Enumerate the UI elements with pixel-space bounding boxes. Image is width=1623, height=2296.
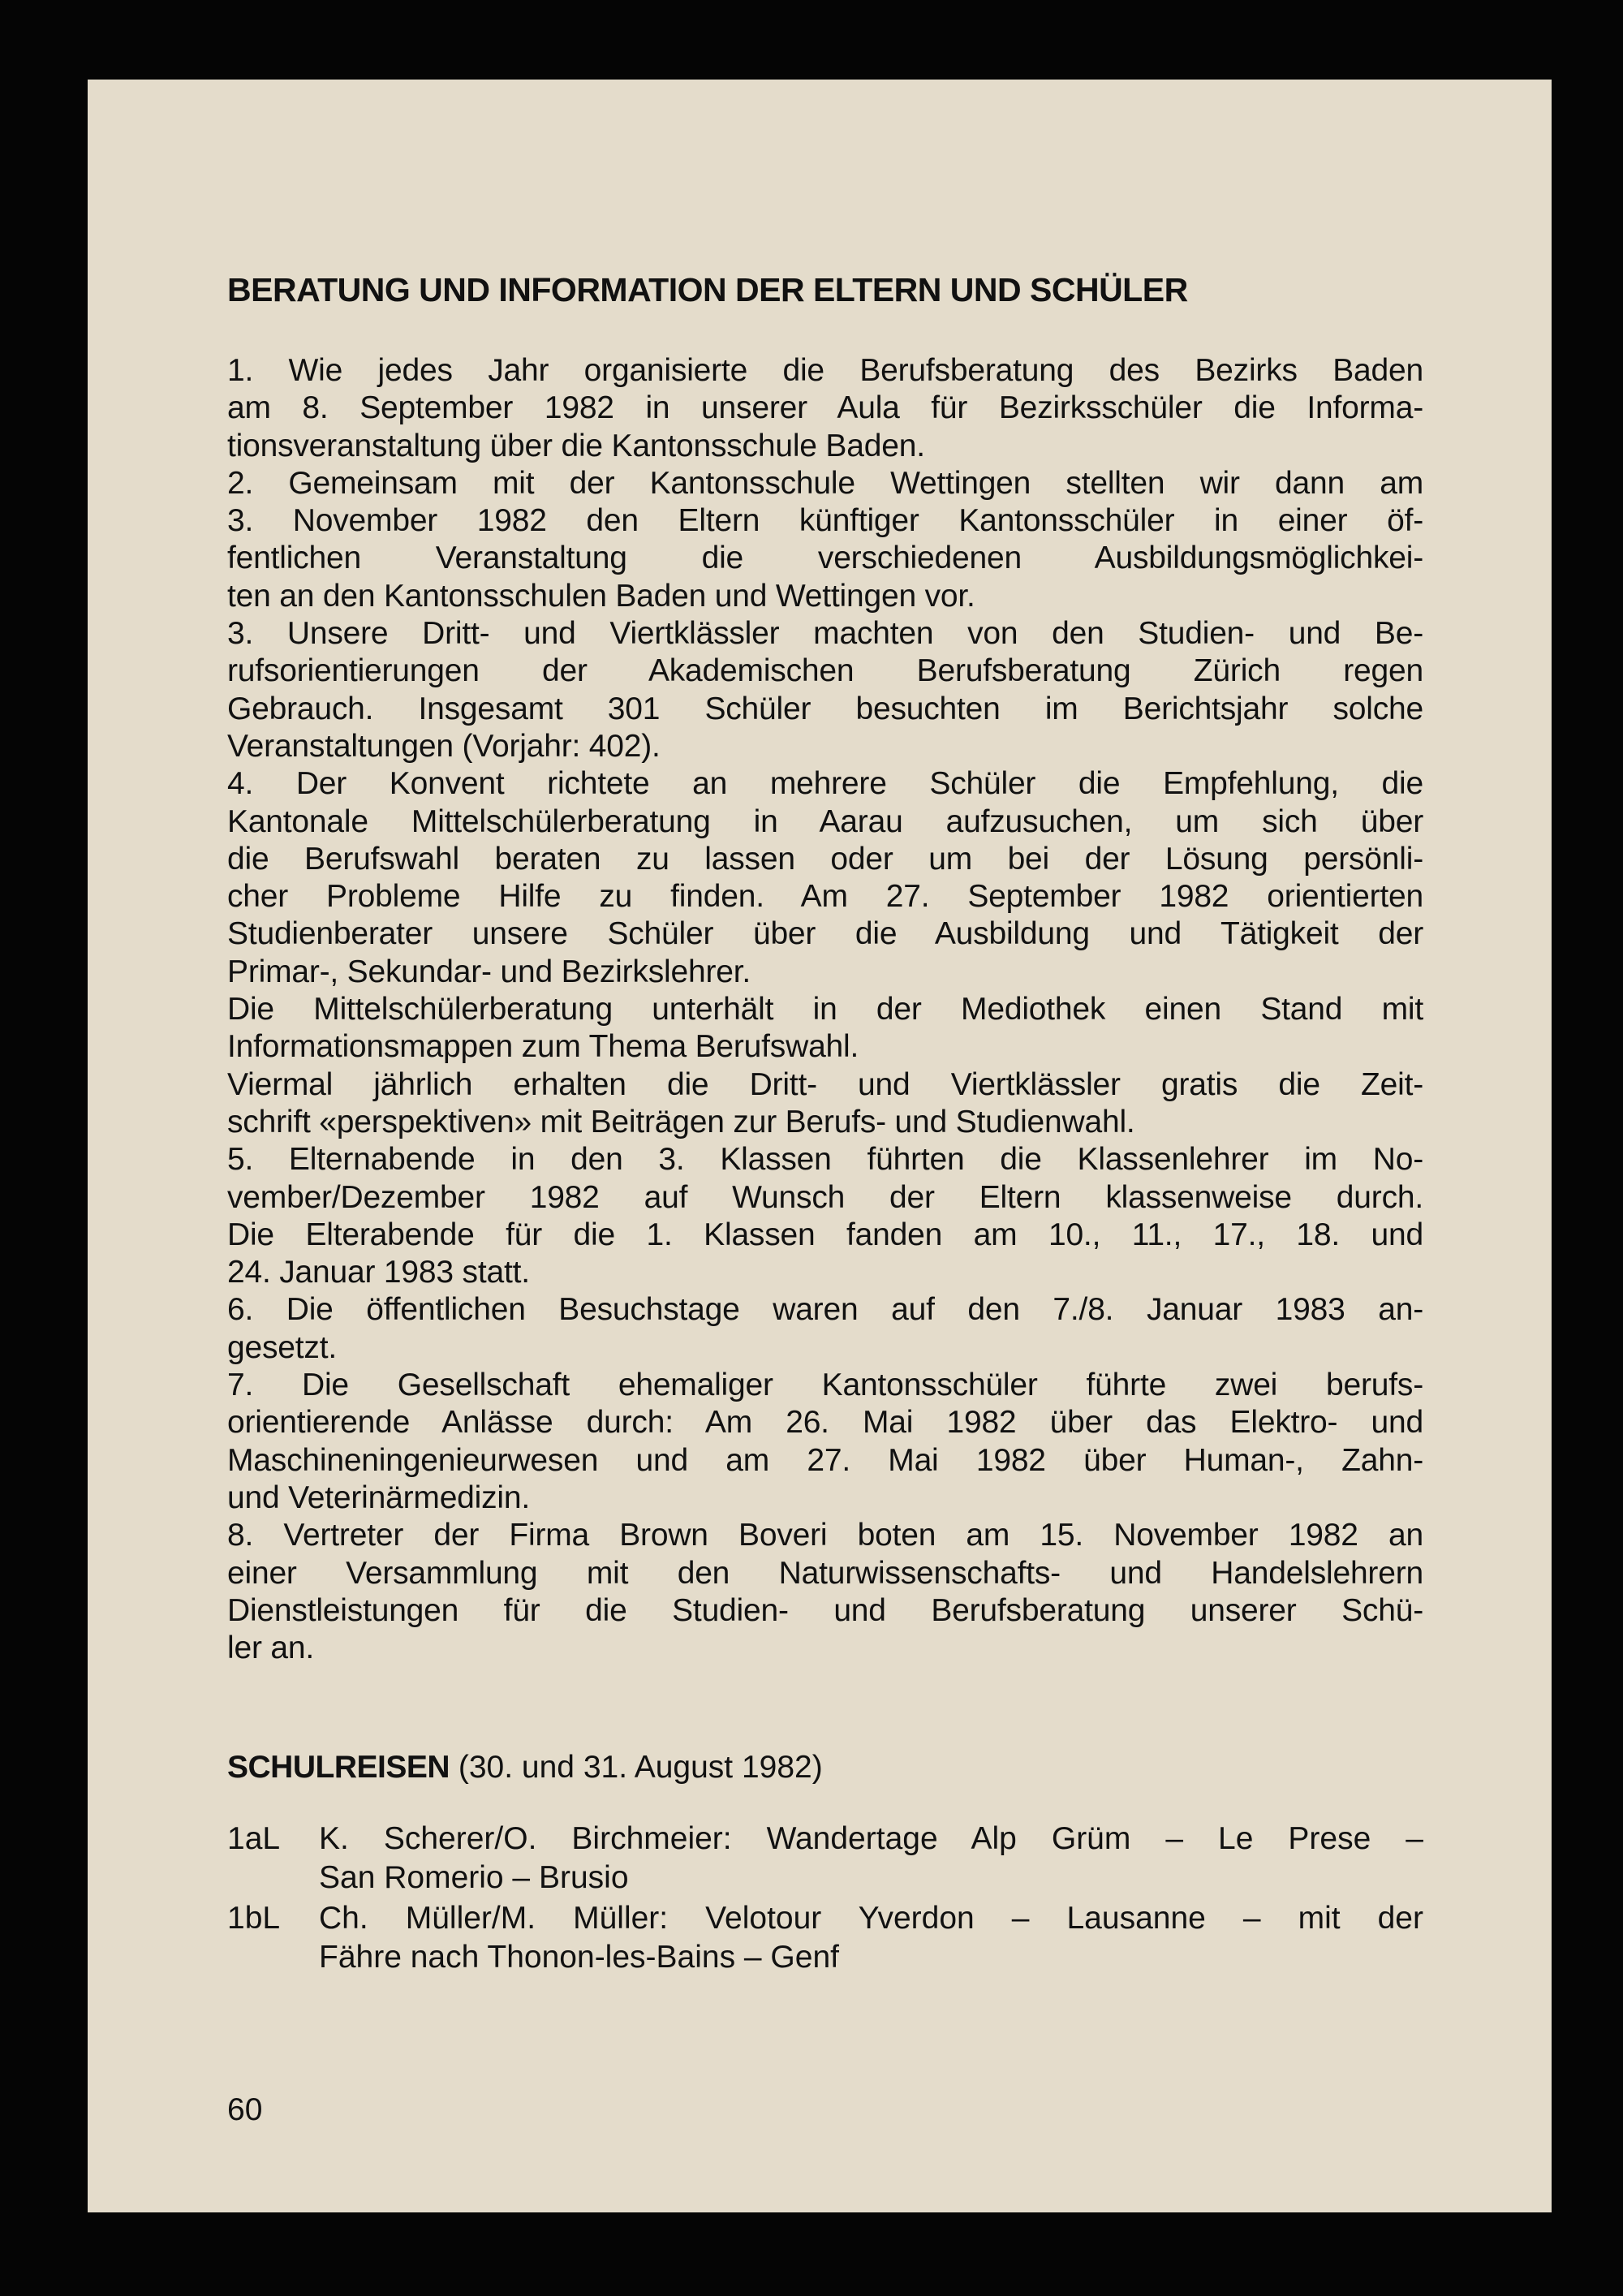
trip-description bbox=[319, 1899, 1423, 1977]
text-line: ten an den Kantonsschulen Baden und Wettingen vor. bbox=[227, 578, 975, 614]
class-label: 1bL bbox=[227, 1901, 281, 1936]
list-item bbox=[227, 1820, 1423, 1898]
text-line: Maschineningenieurwesen und am 27. Mai 1982 über Human-, Zahn- bbox=[227, 1442, 1423, 1478]
text-line: tionsveranstaltung über die Kantonsschule Baden. bbox=[227, 428, 925, 463]
text-line: San Romerio – Brusio bbox=[319, 1860, 629, 1896]
text-line: und Veterinärmedizin. bbox=[227, 1480, 531, 1515]
text-line: ler an. bbox=[227, 1630, 314, 1666]
text-line: Veranstaltungen (Vorjahr: 402). bbox=[227, 728, 661, 764]
school-trips-heading bbox=[227, 1748, 1423, 1787]
text-line: 6. Die öffentlichen Besuchstage waren auf den 7./8. Januar 1983 an- bbox=[227, 1292, 1423, 1328]
trip-description bbox=[319, 1820, 1423, 1898]
text-line: K. Scherer/O. Birchmeier: Wandertage Alp Grüm – Le Prese – bbox=[319, 1821, 1423, 1857]
text-line: vember/Dezember 1982 auf Wunsch der Eltern klassenweise durch. bbox=[227, 1179, 1423, 1215]
text-line: 24. Januar 1983 statt. bbox=[227, 1255, 530, 1290]
text-line: 2. Gemeinsam mit der Kantonsschule Wettingen stellten wir dann am bbox=[227, 465, 1423, 501]
text-line: rufsorientierungen der Akademischen Berufsberatung Zürich regen bbox=[227, 653, 1423, 689]
text-line: Die Elterabende für die 1. Klassen fanden am 10., 11., 17., 18. und bbox=[227, 1217, 1423, 1252]
page-content bbox=[227, 270, 1423, 1979]
text-line: am 8. September 1982 in unserer Aula für Bezirksschüler die Informa- bbox=[227, 390, 1423, 426]
list-item bbox=[227, 1899, 1423, 1977]
text-line: schrift «perspektiven» mit Beiträgen zur Berufs- und Studienwahl. bbox=[227, 1104, 1135, 1139]
text-line: Studienberater unsere Schüler über die Ausbildung und Tätigkeit der bbox=[227, 916, 1423, 952]
text-line: gesetzt. bbox=[227, 1329, 337, 1365]
text-line: Dienstleistungen für die Studien- und Berufsberatung unserer Schü- bbox=[227, 1592, 1423, 1628]
text-line: Die Mittelschülerberatung unterhält in der Mediothek einen Stand mit bbox=[227, 992, 1423, 1027]
body-text bbox=[227, 352, 1423, 1667]
document-page bbox=[88, 80, 1552, 2212]
trip-list bbox=[227, 1820, 1423, 1977]
text-line: die Berufswahl beraten zu lassen oder um bei der Lösung persönli- bbox=[227, 841, 1423, 877]
text-line: Ch. Müller/M. Müller: Velotour Yverdon – Lausanne – mit der bbox=[319, 1901, 1423, 1936]
page-number: 60 bbox=[227, 2092, 263, 2127]
text-line: 3. Unsere Dritt- und Viertklässler machten von den Studien- und Be- bbox=[227, 616, 1423, 652]
school-trips-section bbox=[227, 1748, 1423, 1977]
text-line: Fähre nach Thonon-les-Bains – Genf bbox=[319, 1940, 839, 1975]
text-line: 8. Vertreter der Firma Brown Boveri boten am 15. November 1982 an bbox=[227, 1518, 1423, 1553]
text-line: cher Probleme Hilfe zu finden. Am 27. September 1982 orientierten bbox=[227, 879, 1423, 915]
school-trips-dates: (30. und 31. August 1982) bbox=[450, 1750, 823, 1786]
text-line: Informationsmappen zum Thema Berufswahl. bbox=[227, 1029, 859, 1065]
text-line: einer Versammlung mit den Naturwissenschafts- und Handelslehrern bbox=[227, 1555, 1423, 1591]
school-trips-title: SCHULREISEN bbox=[227, 1750, 450, 1786]
text-line: 7. Die Gesellschaft ehemaliger Kantonsschüler führte zwei berufs- bbox=[227, 1368, 1423, 1403]
text-line: orientierende Anlässe durch: Am 26. Mai 1982 über das Elektro- und bbox=[227, 1405, 1423, 1441]
class-label: 1aL bbox=[227, 1821, 281, 1857]
text-line: Gebrauch. Insgesamt 301 Schüler besuchten im Berichtsjahr solche bbox=[227, 691, 1423, 726]
text-line: 5. Elternabende in den 3. Klassen führten die Klassenlehrer im No- bbox=[227, 1142, 1423, 1178]
text-line: Viermal jährlich erhalten die Dritt- und Viertklässler gratis die Zeit- bbox=[227, 1066, 1423, 1102]
text-line: 1. Wie jedes Jahr organisierte die Berufsberatung des Bezirks Baden bbox=[227, 353, 1423, 388]
text-line: Kantonale Mittelschülerberatung in Aarau aufzusuchen, um sich über bbox=[227, 803, 1423, 839]
text-line: 4. Der Konvent richtete an mehrere Schüler die Empfehlung, die bbox=[227, 766, 1423, 802]
text-line: 3. November 1982 den Eltern künftiger Kantonsschüler in einer öf- bbox=[227, 503, 1423, 539]
section-heading: BERATUNG UND INFORMATION DER ELTERN UND SCHÜLER bbox=[227, 271, 1188, 308]
text-line: Primar-, Sekundar- und Bezirkslehrer. bbox=[227, 954, 751, 989]
text-line: fentlichen Veranstaltung die verschiedenen Ausbildungsmöglichkei- bbox=[227, 541, 1423, 576]
